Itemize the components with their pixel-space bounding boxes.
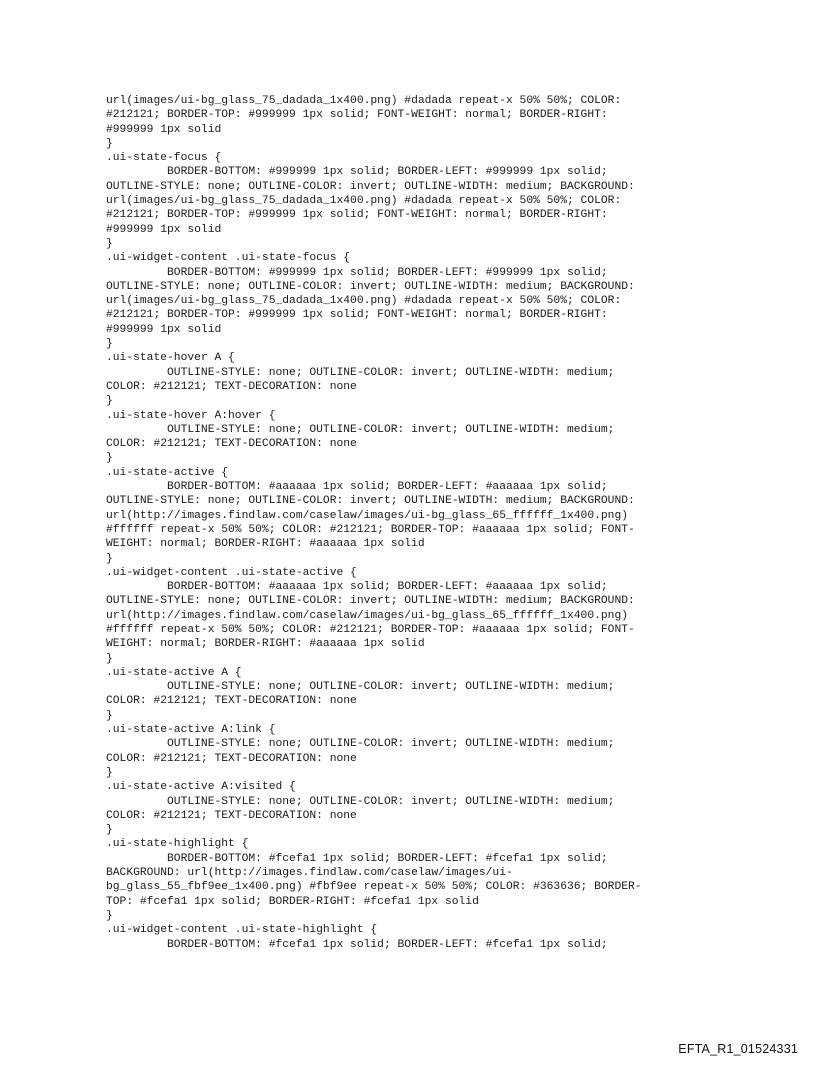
code-line: #212121; BORDER-TOP: #999999 1px solid; FONT-WEIGHT: normal; BORDER-RIGHT: — [106, 109, 608, 122]
code-line: } — [106, 552, 113, 565]
code-line: BORDER-BOTTOM: #999999 1px solid; BORDER-LEFT: #999999 1px solid; — [106, 166, 608, 179]
code-line: url(images/ui-bg_glass_75_dadada_1x400.png) #dadada repeat-x 50% 50%; COLOR: — [106, 195, 622, 208]
code-line: BORDER-BOTTOM: #aaaaaa 1px solid; BORDER-LEFT: #aaaaaa 1px solid; — [106, 481, 608, 494]
code-line: .ui-state-focus { — [106, 152, 222, 165]
code-line: COLOR: #212121; TEXT-DECORATION: none — [106, 380, 357, 393]
code-line: #999999 1px solid — [106, 123, 222, 136]
code-line: COLOR: #212121; TEXT-DECORATION: none — [106, 809, 357, 822]
code-line: #212121; BORDER-TOP: #999999 1px solid; FONT-WEIGHT: normal; BORDER-RIGHT: — [106, 309, 608, 322]
code-line: } — [106, 766, 113, 779]
code-line: OUTLINE-STYLE: none; OUTLINE-COLOR: invert; OUTLINE-WIDTH: medium; — [106, 681, 615, 694]
code-line: #999999 1px solid — [106, 323, 222, 336]
code-line: .ui-widget-content .ui-state-highlight { — [106, 924, 378, 937]
code-line: #212121; BORDER-TOP: #999999 1px solid; FONT-WEIGHT: normal; BORDER-RIGHT: — [106, 209, 608, 222]
bates-number: EFTA_R1_01524331 — [678, 1042, 798, 1056]
code-line: BORDER-BOTTOM: #aaaaaa 1px solid; BORDER-LEFT: #aaaaaa 1px solid; — [106, 581, 608, 594]
code-line: COLOR: #212121; TEXT-DECORATION: none — [106, 438, 357, 451]
code-line: .ui-state-active { — [106, 466, 229, 479]
code-line: OUTLINE-STYLE: none; OUTLINE-COLOR: invert; OUTLINE-WIDTH: medium; — [106, 423, 615, 436]
code-line: OUTLINE-STYLE: none; OUTLINE-COLOR: invert; OUTLINE-WIDTH: medium; — [106, 795, 615, 808]
code-line: OUTLINE-STYLE: none; OUTLINE-COLOR: invert; OUTLINE-WIDTH: medium; BACKGROUND: — [106, 595, 635, 608]
code-line: .ui-widget-content .ui-state-focus { — [106, 252, 351, 265]
code-line: bg_glass_55_fbf9ee_1x400.png) #fbf9ee repeat-x 50% 50%; COLOR: #363636; BORDER- — [106, 881, 642, 894]
code-line: WEIGHT: normal; BORDER-RIGHT: #aaaaaa 1px solid — [106, 538, 425, 551]
code-line: TOP: #fcefa1 1px solid; BORDER-RIGHT: #fcefa1 1px solid — [106, 895, 479, 908]
code-line: url(images/ui-bg_glass_75_dadada_1x400.png) #dadada repeat-x 50% 50%; COLOR: — [106, 295, 622, 308]
code-line: } — [106, 824, 113, 837]
code-line: COLOR: #212121; TEXT-DECORATION: none — [106, 752, 357, 765]
code-line: url(images/ui-bg_glass_75_dadada_1x400.png) #dadada repeat-x 50% 50%; COLOR: — [106, 95, 622, 107]
code-line: url(http://images.findlaw.com/caselaw/images/ui-bg_glass_65_ffffff_1x400.png) — [106, 609, 629, 622]
code-line: #ffffff repeat-x 50% 50%; COLOR: #212121; BORDER-TOP: #aaaaaa 1px solid; FONT- — [106, 523, 635, 536]
code-line: BORDER-BOTTOM: #999999 1px solid; BORDER-LEFT: #999999 1px solid; — [106, 266, 608, 279]
code-line: } — [106, 137, 113, 150]
code-line: OUTLINE-STYLE: none; OUTLINE-COLOR: invert; OUTLINE-WIDTH: medium; — [106, 366, 615, 379]
code-line: .ui-state-active A { — [106, 666, 242, 679]
code-line: BORDER-BOTTOM: #fcefa1 1px solid; BORDER-LEFT: #fcefa1 1px solid; — [106, 852, 608, 865]
code-line: url(http://images.findlaw.com/caselaw/images/ui-bg_glass_65_ffffff_1x400.png) — [106, 509, 629, 522]
code-line: } — [106, 338, 113, 351]
code-line: .ui-widget-content .ui-state-active { — [106, 566, 357, 579]
code-line: } — [106, 452, 113, 465]
code-line: .ui-state-highlight { — [106, 838, 249, 851]
code-line: OUTLINE-STYLE: none; OUTLINE-COLOR: invert; OUTLINE-WIDTH: medium; BACKGROUND: — [106, 280, 635, 293]
css-code-listing — [106, 94, 716, 952]
code-line: BORDER-BOTTOM: #fcefa1 1px solid; BORDER-LEFT: #fcefa1 1px solid; — [106, 938, 608, 951]
code-line: .ui-state-hover A { — [106, 352, 235, 365]
code-line: .ui-state-active A:link { — [106, 724, 276, 737]
code-line: .ui-state-active A:visited { — [106, 781, 296, 794]
code-line: #ffffff repeat-x 50% 50%; COLOR: #212121; BORDER-TOP: #aaaaaa 1px solid; FONT- — [106, 623, 635, 636]
code-line: } — [106, 652, 113, 665]
code-line: } — [106, 237, 113, 250]
code-line: } — [106, 395, 113, 408]
code-line: WEIGHT: normal; BORDER-RIGHT: #aaaaaa 1px solid — [106, 638, 425, 651]
code-line: } — [106, 709, 113, 722]
code-line: OUTLINE-STYLE: none; OUTLINE-COLOR: invert; OUTLINE-WIDTH: medium; BACKGROUND: — [106, 495, 635, 508]
code-line: #999999 1px solid — [106, 223, 222, 236]
code-line: OUTLINE-STYLE: none; OUTLINE-COLOR: invert; OUTLINE-WIDTH: medium; BACKGROUND: — [106, 180, 635, 193]
code-line: BACKGROUND: url(http://images.findlaw.com/caselaw/images/ui- — [106, 867, 513, 880]
code-line: COLOR: #212121; TEXT-DECORATION: none — [106, 695, 357, 708]
code-line: } — [106, 909, 113, 922]
code-line: .ui-state-hover A:hover { — [106, 409, 276, 422]
code-line: OUTLINE-STYLE: none; OUTLINE-COLOR: invert; OUTLINE-WIDTH: medium; — [106, 738, 615, 751]
